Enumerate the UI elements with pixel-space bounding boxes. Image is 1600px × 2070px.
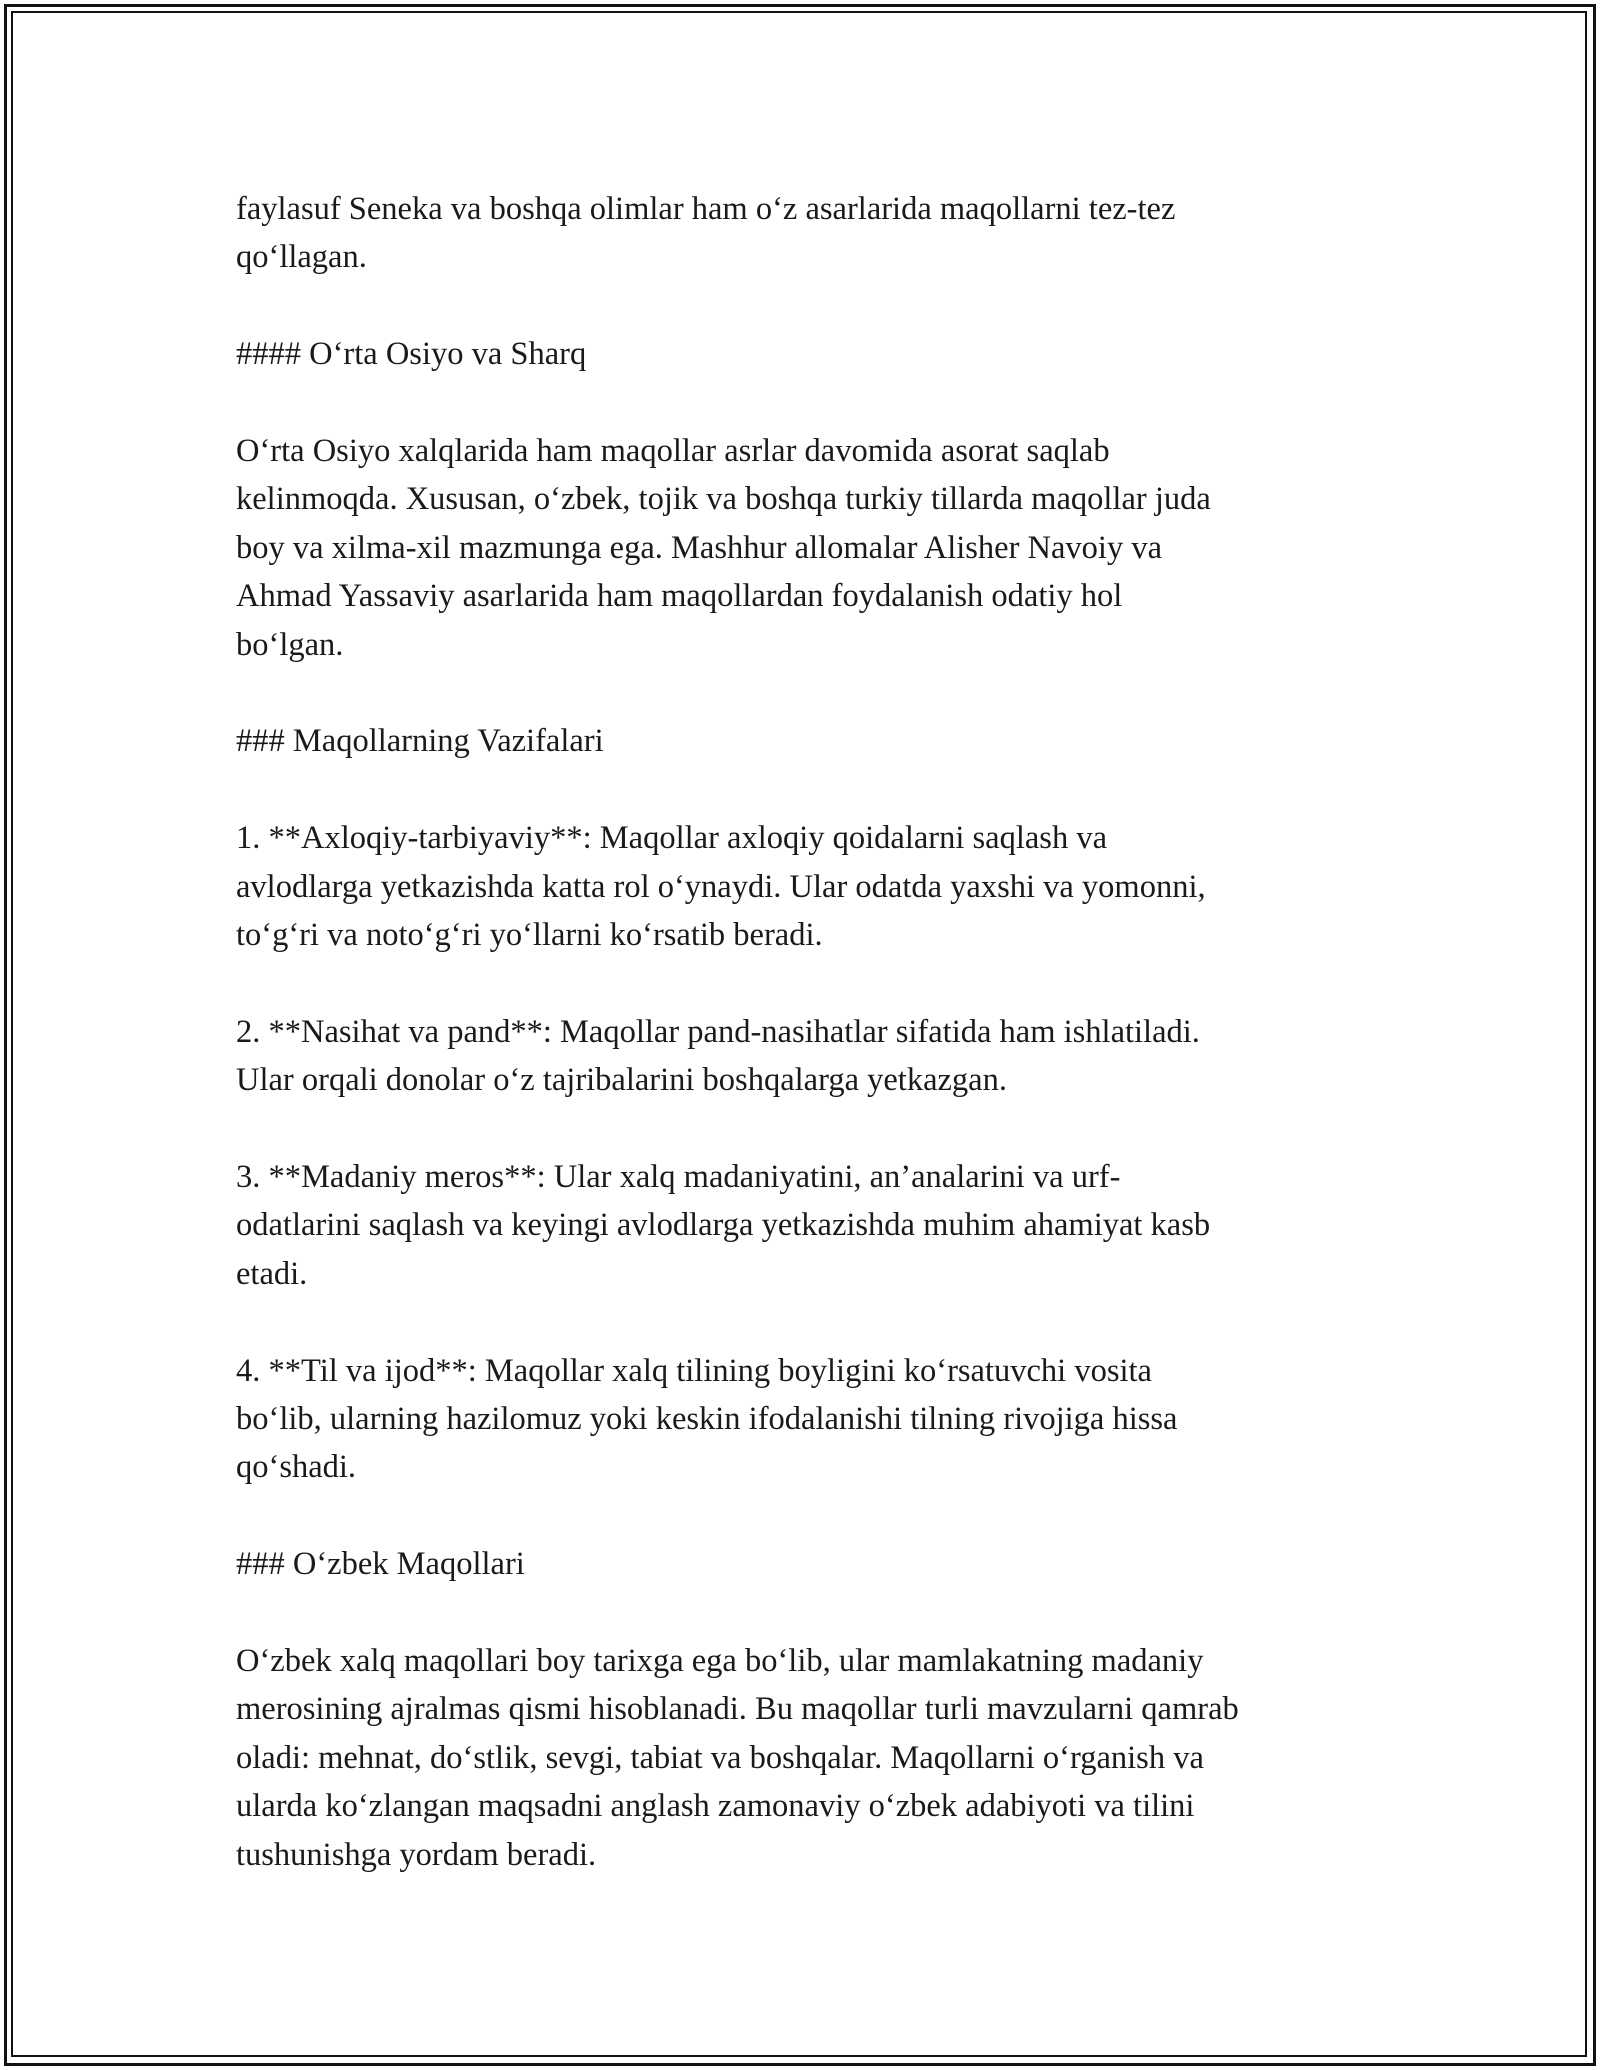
text-line: tushunishga yordam beradi. bbox=[236, 1836, 597, 1873]
text-line: 4. **Til va ijod**: Maqollar xalq tilining boyligini ko‘rsatuvchi vosita bbox=[236, 1352, 1152, 1389]
section-heading-vazifalari bbox=[236, 717, 1416, 765]
text-line: 3. **Madaniy meros**: Ular xalq madaniyatini, an’analarini va urf- bbox=[236, 1159, 1121, 1196]
text-line: to‘g‘ri va noto‘g‘ri yo‘llarni ko‘rsatib beradi. bbox=[236, 917, 823, 954]
section-heading-orta-osiyo bbox=[236, 330, 1416, 378]
list-item-4 bbox=[236, 1347, 1416, 1492]
text-line: ularda ko‘zlangan maqsadni anglash zamonaviy o‘zbek adabiyoti va tilini bbox=[236, 1788, 1195, 1825]
text-line: oladi: mehnat, do‘stlik, sevgi, tabiat va boshqalar. Maqollarni o‘rganish va bbox=[236, 1739, 1204, 1776]
list-item-3 bbox=[236, 1153, 1416, 1298]
paragraph-orta-osiyo bbox=[236, 427, 1416, 669]
section-heading-ozbek-maqollari bbox=[236, 1540, 1416, 1588]
list-item-1 bbox=[236, 814, 1416, 959]
text-line: 1. **Axloqiy-tarbiyaviy**: Maqollar axloqiy qoidalarni saqlash va bbox=[236, 820, 1107, 857]
text-line: merosining ajralmas qismi hisoblanadi. Bu maqollar turli mavzularni qamrab bbox=[236, 1691, 1239, 1728]
text-line: O‘rta Osiyo xalqlarida ham maqollar asrlar davomida asorat saqlab bbox=[236, 433, 1110, 469]
text-line: faylasuf Seneka va boshqa olimlar ham o‘z asarlarida maqollarni tez-tez bbox=[236, 191, 1176, 227]
text-line: odatlarini saqlash va keyingi avlodlarga yetkazishda muhim ahamiyat kasb bbox=[236, 1207, 1211, 1244]
text-line: bo‘lgan. bbox=[236, 626, 344, 663]
heading-text: ### Maqollarning Vazifalari bbox=[236, 723, 604, 760]
text-line: qo‘shadi. bbox=[236, 1449, 357, 1486]
text-line: O‘zbek xalq maqollari boy tarixga ega bo‘lib, ular mamlakatning madaniy bbox=[236, 1643, 1204, 1680]
paragraph-ozbek-maqollari bbox=[236, 1637, 1416, 1879]
heading-text: ### O‘zbek Maqollari bbox=[236, 1546, 525, 1583]
text-line: qo‘llagan. bbox=[236, 239, 367, 276]
text-line: kelinmoqda. Xususan, o‘zbek, tojik va boshqa turkiy tillarda maqollar juda bbox=[236, 481, 1211, 518]
text-line: 2. **Nasihat va pand**: Maqollar pand-nasihatlar sifatida ham ishlatiladi. bbox=[236, 1013, 1200, 1050]
heading-text: #### O‘rta Osiyo va Sharq bbox=[236, 336, 587, 373]
text-line: boy va xilma-xil mazmunga ega. Mashhur allomalar Alisher Navoiy va bbox=[236, 529, 1162, 566]
document-body bbox=[236, 185, 1416, 1879]
text-line: avlodlarga yetkazishda katta rol o‘ynaydi. Ular odatda yaxshi va yomonni, bbox=[236, 868, 1206, 905]
text-line: Ular orqali donolar o‘z tajribalarini boshqalarga yetkazgan. bbox=[236, 1062, 1007, 1099]
text-line: Ahmad Yassaviy asarlarida ham maqollardan foydalanish odatiy hol bbox=[236, 578, 1123, 615]
paragraph-1 bbox=[236, 185, 1416, 282]
list-item-2 bbox=[236, 1008, 1416, 1105]
text-line: bo‘lib, ularning hazilomuz yoki keskin ifodalanishi tilning rivojiga hissa bbox=[236, 1401, 1178, 1438]
text-line: etadi. bbox=[236, 1255, 308, 1292]
